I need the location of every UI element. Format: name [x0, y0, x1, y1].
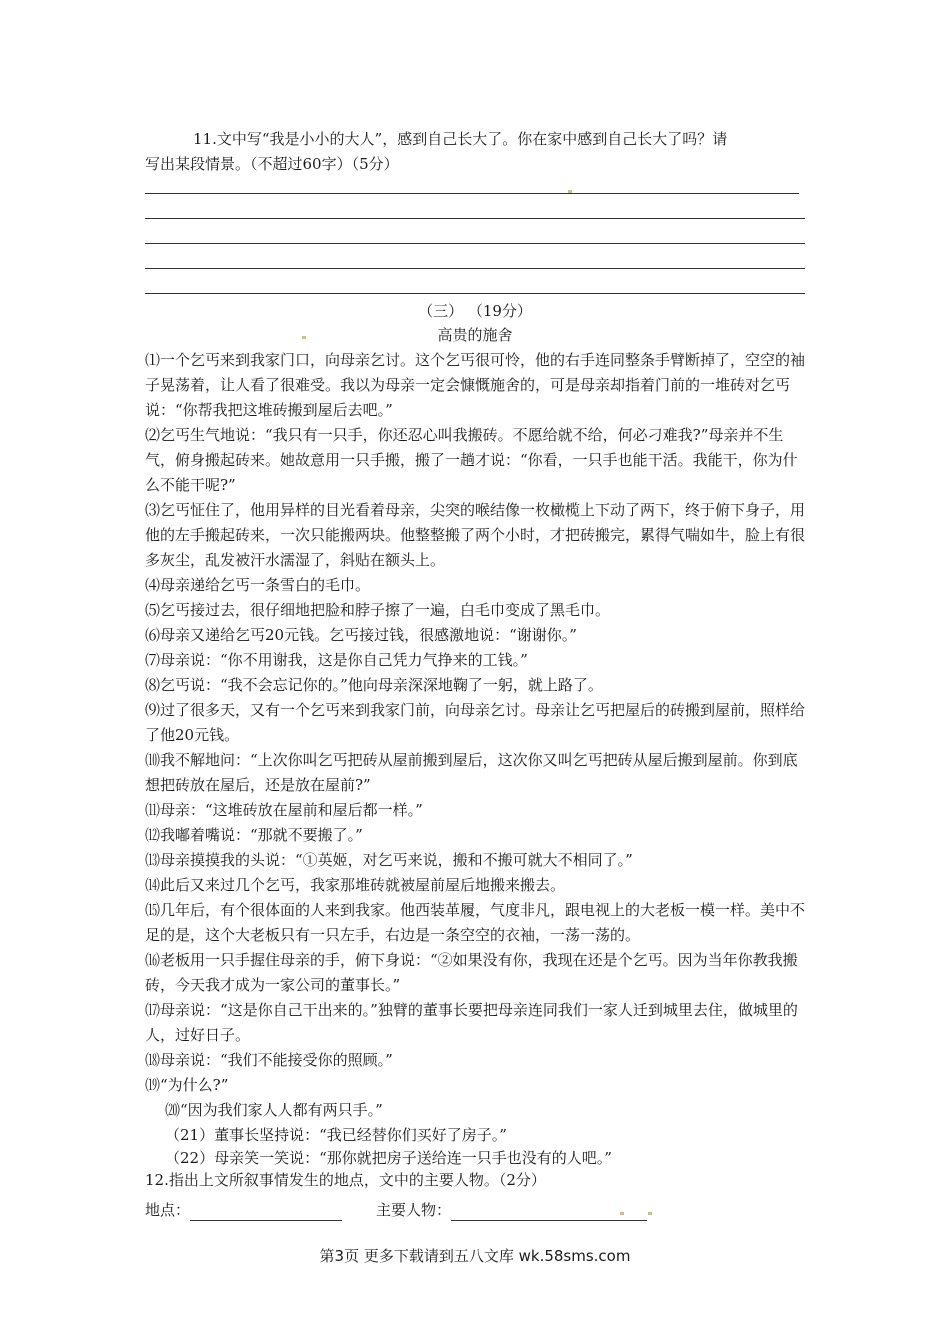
scan-speck	[620, 1212, 624, 1215]
paragraph: ⑷母亲递给乞丐一条雪白的毛巾。	[145, 576, 371, 594]
section-heading: （三） （19分）	[418, 302, 532, 320]
page-footer: 第3页 更多下载请到五八文库 wk.58sms.com	[319, 1247, 631, 1265]
paragraph: ⒃老板用一只手握住母亲的手，俯下身说：“②如果没有你，我现在还是个乞丐。因为当年你教我搬砖，今天我才成为一家公司的董事长。”	[145, 951, 798, 994]
question-12-answers	[145, 1199, 647, 1221]
paragraph: ⒂几年后，有个很体面的人来到我家。他西装革履，气度非凡，跟电视上的大老板一模一样。美中不足的是，这个大老板只有一只左手，右边是一条空空的衣袖，一荡一荡的。	[145, 901, 806, 944]
paragraph: ⑴一个乞丐来到我家门口，向母亲乞讨。这个乞丐很可怜，他的右手连同整条手臂断掉了，空空的袖子晃荡着，让人看了很难受。我以为母亲一定会慷慨施舍的，可是母亲却指着门前的一堆砖对乞丐说：“你帮我把这堆砖搬到屋后去吧。”	[145, 351, 806, 419]
paragraph: ⑿我嘟着嘴说：“那就不要搬了。”	[145, 826, 363, 844]
paragraph: ⑺母亲说：“你不用谢我，这是你自己凭力气挣来的工钱。”	[145, 651, 528, 669]
answer-line[interactable]	[145, 193, 799, 194]
scan-speck	[648, 1212, 652, 1215]
answer-line[interactable]	[145, 218, 805, 219]
paragraph: ⑶乞丐怔住了，他用异样的目光看着母亲，尖突的喉结像一枚橄榄上下动了两下，终于俯下身子，用他的左手搬起砖来，一次只能搬两块。他整整搬了两个小时，才把砖搬完，累得气喘如牛，脸上有很多灰尘，乱发被汗水濡湿了，斜贴在额头上。	[145, 501, 806, 569]
place-blank[interactable]	[190, 1202, 342, 1221]
people-label: 主要人物：	[376, 1201, 452, 1219]
paragraph: ⑸乞丐接过去，很仔细地把脸和脖子擦了一遍，白毛巾变成了黑毛巾。	[145, 601, 611, 619]
question-12: 12.指出上文所叙事情发生的地点，文中的主要人物。（2分）	[145, 1171, 546, 1189]
paragraph: ⑼过了很多天，又有一个乞丐来到我家门前，向母亲乞讨。母亲让乞丐把屋后的砖搬到屋前，照样给了他20元钱。	[145, 701, 806, 744]
paragraph: ⒆“为什么?”	[145, 1076, 229, 1094]
answer-line[interactable]	[145, 293, 805, 294]
paragraph: ⒇“因为我们家人人都有两只手。”	[165, 1101, 383, 1119]
question-11-line2: 写出某段情景。（不超过60字）（5分）	[145, 155, 399, 173]
paragraph: ⒄母亲说：“这是你自己干出来的。”独臂的董事长要把母亲连同我们一家人迁到城里去住，做城里的人，过好日子。	[145, 1001, 798, 1044]
paragraph: ⒁此后又来过几个乞丐，我家那堆砖就被屋前屋后地搬来搬去。	[145, 876, 566, 894]
paragraph: （22）母亲笑一笑说：“那你就把房子送给连一只手也没有的人吧。”	[165, 1149, 612, 1167]
paragraph: （21）董事长坚持说：“我已经替你们买好了房子。”	[165, 1126, 507, 1144]
people-blank[interactable]	[451, 1202, 647, 1221]
paragraph: ⑾母亲：“这堆砖放在屋前和屋后都一样。”	[145, 801, 423, 819]
question-11	[145, 127, 810, 177]
paragraph: ⑹母亲又递给乞丐20元钱。乞丐接过钱，很感激地说：“谢谢你。”	[145, 626, 577, 644]
place-label: 地点：	[145, 1201, 191, 1219]
question-11-line1: 11.文中写“我是小小的大人”，感到自己长大了。你在家中感到自己长大了吗？请	[193, 130, 728, 148]
scan-speck	[568, 190, 572, 193]
paragraph: ⑽我不解地问：“上次你叫乞丐把砖从屋前搬到屋后，这次你又叫乞丐把砖从屋后搬到屋前。你到底想把砖放在屋后，还是放在屋前?”	[145, 751, 798, 794]
scan-speck	[302, 336, 306, 339]
paragraph: ⑵乞丐生气地说：“我只有一只手，你还忍心叫我搬砖。不愿给就不给，何必刁难我?”母亲并不生气，俯身搬起砖来。她故意用一只手搬，搬了一趟才说：“你看，一只手也能干活。我能干，你为什么不能干呢?”	[145, 426, 798, 494]
paragraph: ⒅母亲说：“我们不能接受你的照顾。”	[145, 1051, 393, 1069]
paragraph: ⒀母亲摸摸我的头说：“①英姬，对乞丐来说，搬和不搬可就大不相同了。”	[145, 851, 633, 869]
passage-title: 高贵的施舍	[437, 326, 513, 344]
paragraph: ⑻乞丐说：“我不会忘记你的。”他向母亲深深地鞠了一躬，就上路了。	[145, 676, 603, 694]
answer-line[interactable]	[145, 243, 805, 244]
answer-line[interactable]	[145, 268, 805, 269]
